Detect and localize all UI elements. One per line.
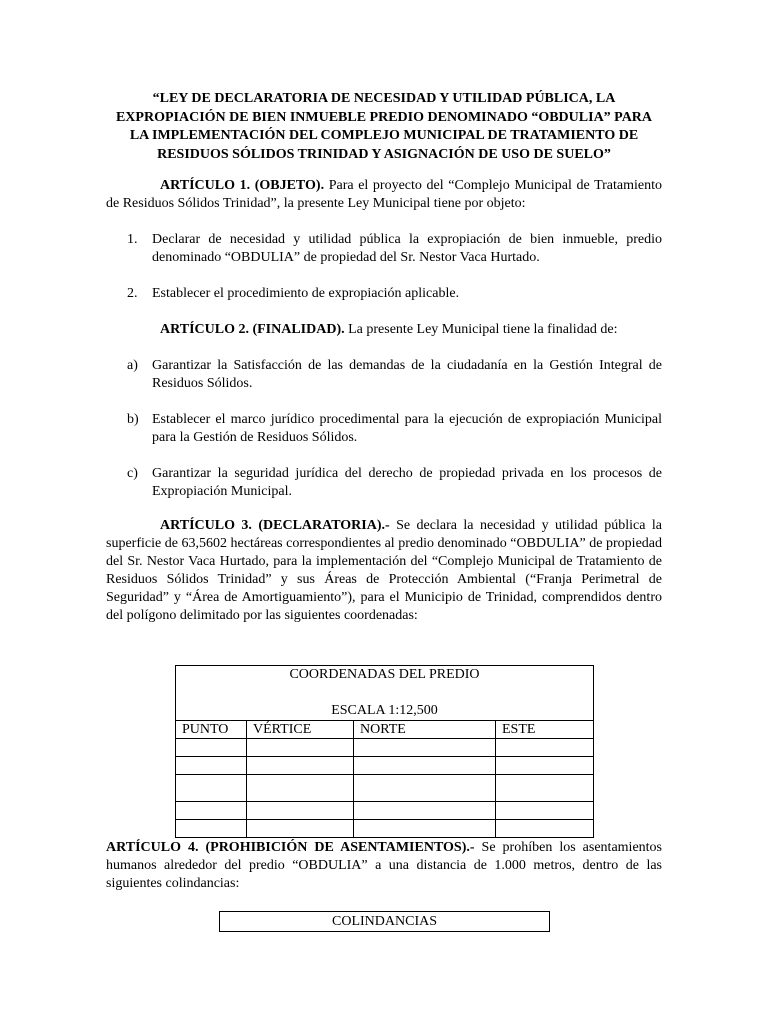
document-page bbox=[106, 90, 662, 625]
article-4-heading: ARTÍCULO 4. (PROHIBICIÓN DE ASENTAMIENTOS).- bbox=[106, 840, 475, 855]
article-3 bbox=[106, 517, 662, 625]
table-header-row bbox=[176, 721, 594, 739]
list-item-text: Declarar de necesidad y utilidad pública la expropiación de bien inmueble, predio denominado “OBDULIA” de propiedad del Sr. Nestor Vaca Hurtado. bbox=[152, 232, 662, 265]
table-cell bbox=[176, 775, 247, 802]
column-header: NORTE bbox=[354, 721, 496, 739]
table-cell bbox=[496, 775, 594, 802]
table-row bbox=[176, 802, 594, 820]
list-item bbox=[106, 231, 662, 267]
article-1 bbox=[106, 177, 662, 213]
list-marker: c) bbox=[127, 466, 138, 481]
table-cell bbox=[247, 802, 354, 820]
table-cell bbox=[354, 739, 496, 757]
law-title: “LEY DE DECLARATORIA DE NECESIDAD Y UTILIDAD PÚBLICA, LA EXPROPIACIÓN DE BIEN INMUEBLE PREDIO DENOMINADO “OBDULIA” PARA LA IMPLEMENTACIÓN DEL COMPLEJO MUNICIPAL DE TRATAMIENTO DE RESIDUOS SÓLIDOS TRINIDAD Y ASIGNACIÓN DE USO DE SUELO” bbox=[115, 91, 653, 162]
article-1-heading: ARTÍCULO 1. (OBJETO). bbox=[160, 178, 325, 193]
table-cell bbox=[496, 802, 594, 820]
coordinates-table-scale: ESCALA 1:12,500 bbox=[331, 703, 438, 718]
list-item-text: Garantizar la seguridad jurídica del derecho de propiedad privada en los procesos de Expropiación Municipal. bbox=[152, 466, 662, 499]
list-marker: 2. bbox=[127, 286, 138, 301]
table-row bbox=[176, 775, 594, 802]
table-cell bbox=[354, 802, 496, 820]
article-4-text: Se prohíben los asentamientos humanos alrededor del predio “OBDULIA” a una distancia de 1.000 metros, dentro de las siguientes colindancias: bbox=[106, 840, 662, 891]
coordinates-table-title: COORDENADAS DEL PREDIO bbox=[289, 667, 480, 682]
table-cell bbox=[176, 739, 247, 757]
table-cell bbox=[247, 757, 354, 775]
column-header: PUNTO bbox=[176, 721, 247, 739]
table-cell bbox=[496, 757, 594, 775]
coordinates-table-header bbox=[176, 666, 594, 721]
article-2 bbox=[106, 321, 662, 339]
list-item bbox=[106, 465, 662, 501]
coordinates-table bbox=[175, 665, 594, 838]
article-3-heading: ARTÍCULO 3. (DECLARATORIA).- bbox=[160, 518, 390, 533]
list-item bbox=[106, 285, 662, 303]
table-row bbox=[176, 757, 594, 775]
article-3-text: Se declara la necesidad y utilidad pública la superficie de 63,5602 hectáreas correspondientes al predio denominado “OBDULIA” de propiedad del Sr. Nestor Vaca Hurtado, para la implementación del “Complejo Municipal de Tratamiento de Residuos Sólidos Trinidad” y sus Áreas de Protección Ambiental (“Franja Perimetral de Seguridad” y “Área de Amortiguamiento”), para el Municipio de Trinidad, comprendidos dentro del polígono delimitado por las siguientes coordenadas: bbox=[106, 518, 662, 623]
colindancias-table-title: COLINDANCIAS bbox=[220, 912, 550, 932]
article-2-text: La presente Ley Municipal tiene la finalidad de: bbox=[344, 322, 618, 337]
colindancias-table bbox=[219, 911, 550, 932]
table-cell bbox=[496, 820, 594, 838]
article-2-heading: ARTÍCULO 2. (FINALIDAD). bbox=[160, 322, 345, 337]
table-cell bbox=[354, 757, 496, 775]
list-item-text: Garantizar la Satisfacción de las demandas de la ciudadanía en la Gestión Integral de Residuos Sólidos. bbox=[152, 358, 662, 391]
list-item-text: Establecer el marco jurídico procedimental para la ejecución de expropiación Municipal para la Gestión de Residuos Sólidos. bbox=[152, 412, 662, 445]
table-cell bbox=[176, 820, 247, 838]
list-item-text: Establecer el procedimiento de expropiación aplicable. bbox=[152, 286, 460, 301]
table-row bbox=[176, 820, 594, 838]
table-cell bbox=[247, 775, 354, 802]
list-item bbox=[106, 411, 662, 447]
column-header: ESTE bbox=[496, 721, 594, 739]
list-item bbox=[106, 357, 662, 393]
column-header: VÉRTICE bbox=[247, 721, 354, 739]
table-cell bbox=[176, 757, 247, 775]
table-cell bbox=[176, 802, 247, 820]
article-4 bbox=[106, 839, 662, 893]
table-cell bbox=[247, 739, 354, 757]
table-cell bbox=[496, 739, 594, 757]
list-marker: 1. bbox=[127, 232, 138, 247]
list-marker: a) bbox=[127, 358, 138, 373]
list-marker: b) bbox=[127, 412, 139, 427]
table-cell bbox=[247, 820, 354, 838]
article-1-list bbox=[106, 231, 662, 303]
table-cell bbox=[354, 775, 496, 802]
article-2-list bbox=[106, 357, 662, 501]
table-row bbox=[176, 739, 594, 757]
table-cell bbox=[354, 820, 496, 838]
article-1-text: Para el proyecto del “Complejo Municipal de Tratamiento de Residuos Sólidos Trinidad”, la presente Ley Municipal tiene por objeto: bbox=[106, 178, 662, 211]
